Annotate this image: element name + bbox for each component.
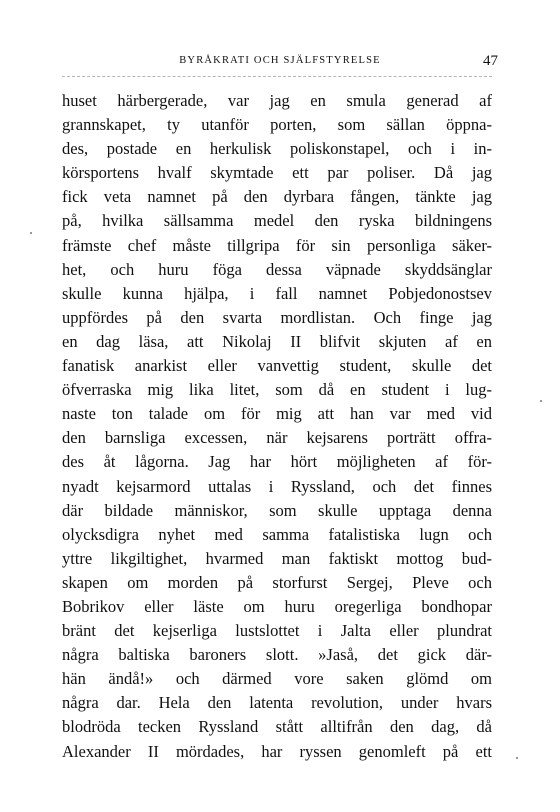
text-line: huset härbergerade, var jag en smula generad af	[62, 91, 492, 110]
text-line: en dag läsa, att Nikolaj II blifvit skjuten af en	[62, 331, 492, 351]
text-line: olycksdigra nyhet med samma fatalistiska lugn och	[62, 524, 492, 544]
header-rule	[62, 76, 492, 77]
text-line: blodröda tecken Ryssland stått alltifrån den dag, då	[62, 717, 492, 737]
text-line: främste chef måste tillgripa för sin personliga säker-	[62, 235, 492, 255]
text-line: där bildade människor, som skulle upptaga denna	[62, 500, 492, 520]
text-line: naste ton talade om för mig att han var med vid	[62, 404, 492, 424]
running-head	[60, 55, 500, 71]
running-title: BYRÅKRATI OCH SJÄLFSTYRELSE	[179, 55, 381, 66]
text-line: des åt lågorna. Jag har hört möjligheten af för-	[62, 452, 492, 472]
paper-speck	[516, 757, 518, 759]
text-line: fanatisk anarkist eller vanvettig student, skulle det	[62, 356, 492, 376]
body-text	[62, 89, 492, 764]
text-line: Alexander II mördades, har ryssen genomleft på ett	[62, 741, 492, 761]
text-line: körsportens hvalf skymtade ett par poliser. Då jag	[62, 163, 492, 183]
text-line: några baltiska baroners slott. »Jaså, det gick där-	[62, 645, 492, 665]
text-line: på, hvilka sällsamma medel den ryska bildningens	[62, 211, 492, 231]
text-line: bränt det kejserliga lustslottet i Jalta eller plundrat	[62, 621, 492, 641]
text-line: fick veta namnet på den dyrbara fången, tänkte jag	[62, 187, 492, 207]
text-line: Bobrikov eller läste om huru oregerliga bondhopar	[62, 596, 492, 616]
text-line: grannskapet, ty utanför porten, som sällan öppna-	[62, 115, 492, 135]
text-line: hän ändå!» och därmed vore saken glömd om	[62, 669, 492, 689]
text-line: den barnsliga excessen, när kejsarens porträtt offra-	[62, 428, 492, 448]
text-line: uppfördes på den svarta mordlistan. Och finge jag	[62, 307, 492, 327]
text-line: het, och huru föga dessa väpnade skyddsänglar	[62, 259, 492, 279]
paper-speck	[540, 400, 542, 402]
text-line: yttre likgiltighet, hvarmed man faktiskt mottog bud-	[62, 548, 492, 568]
page-number: 47	[483, 53, 498, 69]
text-line: skapen om morden på storfurst Sergej, Pleve och	[62, 572, 492, 592]
text-line: öfverraska mig lika litet, som då en student i lug-	[62, 380, 492, 400]
text-line: nyadt kejsarmord uttalas i Ryssland, och det finnes	[62, 476, 492, 496]
text-line: några dar. Hela den latenta revolution, under hvars	[62, 693, 492, 713]
text-line: skulle kunna hjälpa, i fall namnet Pobjedonostsev	[62, 283, 492, 303]
paper-speck	[30, 232, 32, 234]
text-line: des, postade en herkulisk poliskonstapel, och i in-	[62, 139, 492, 159]
